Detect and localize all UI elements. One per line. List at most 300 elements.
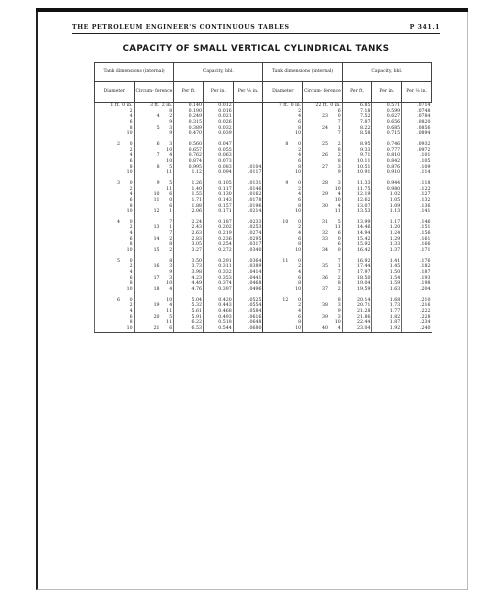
table-cell: 4	[169, 287, 173, 293]
table-cell: .234	[402, 320, 432, 326]
table-cell: 21.28	[342, 309, 372, 315]
table-cell: 0	[298, 180, 302, 186]
table-cell: 28	[303, 181, 329, 187]
table-cell: 2	[129, 186, 133, 192]
table-cell: .114	[402, 170, 432, 176]
table-cell: 10	[295, 170, 302, 176]
table-cell: 6	[129, 119, 133, 125]
table-cell: 16.92	[342, 259, 372, 265]
table-cell: 0.311	[203, 264, 233, 270]
table-cell: .0178	[233, 198, 263, 204]
table-cell: 16	[134, 264, 160, 270]
table-cell: 0.055	[203, 148, 233, 154]
table-cell: 0.944	[372, 181, 402, 187]
table-cell: 0.560	[174, 142, 204, 148]
table-cell: .109	[402, 165, 432, 171]
table-cell: 9	[263, 181, 289, 187]
table-cell: .0894	[402, 131, 432, 137]
table-cell: 0.353	[203, 276, 233, 282]
table-cell: 1.82	[372, 315, 402, 321]
running-title: THE PETROLEUM ENGINEER'S CONTINUOUS TABLES	[72, 24, 290, 31]
table-cell: 8	[129, 281, 133, 287]
table-cell: 8	[337, 147, 341, 153]
table-cell: 0.777	[372, 148, 402, 154]
table-cell: .0364	[233, 259, 263, 265]
header-rule	[72, 33, 440, 34]
table-cell: 1.09	[372, 204, 402, 210]
table-cell: 1.77	[372, 309, 402, 315]
table-cell: 0	[169, 197, 173, 203]
table-cell: 2	[337, 153, 341, 159]
table-cell: 2.83	[174, 237, 204, 243]
table-cell: 0	[129, 180, 133, 186]
table-cell: 13.07	[342, 204, 372, 210]
table-cell: .210	[402, 298, 432, 304]
table-cell: 0.190	[174, 109, 204, 115]
table-cell: 12.19	[342, 192, 372, 198]
table-cell: 0.810	[372, 153, 402, 159]
table-cell	[263, 326, 289, 332]
table-cell: 1.88	[174, 204, 204, 210]
table-cell: .0784	[402, 114, 432, 120]
table-cell: 3	[169, 141, 173, 147]
table-cell: 8	[298, 203, 302, 209]
table-cell: 3	[169, 125, 173, 131]
table-cell: 4	[298, 114, 302, 120]
table-cell: 10	[289, 326, 302, 332]
table-cell: .0196	[233, 204, 263, 210]
table-cell: 0.443	[203, 303, 233, 309]
table-cell: 3	[337, 303, 341, 309]
table-cell: 0.021	[203, 114, 233, 120]
table-cell: 10	[134, 192, 160, 198]
table-cell: 0.627	[372, 114, 402, 120]
table-cell: .0253	[233, 225, 263, 231]
table-cell: 0.571	[372, 103, 402, 109]
table-cell: 0.117	[203, 187, 233, 193]
table-cell: 7.87	[342, 120, 372, 126]
table-cell: 1 ft.	[95, 103, 121, 109]
table-cell: .136	[402, 204, 432, 210]
table-cell: 11	[166, 320, 173, 326]
table-cell: 1.26	[174, 181, 204, 187]
table-cell: 6	[337, 108, 341, 114]
table-cell: 22.44	[342, 320, 372, 326]
table-cell: 0	[298, 258, 302, 264]
table-cell: 2	[169, 236, 173, 242]
table-cell: .198	[402, 281, 432, 287]
table-cell: 4.76	[174, 287, 204, 293]
table-cell: 10.51	[342, 165, 372, 171]
table-cell: 2	[298, 108, 302, 114]
table-cell: 9.71	[342, 153, 372, 159]
table-cell: 4	[129, 153, 133, 159]
table-cell: 10	[166, 147, 173, 153]
table-cell: 11	[334, 225, 341, 231]
table-cell: .0748	[402, 109, 432, 115]
table-cell: .101	[402, 153, 432, 159]
table-cell: 9	[169, 131, 173, 137]
table-cell: 0.397	[203, 287, 233, 293]
table-cell: 8	[337, 281, 341, 287]
table-cell: 3.98	[174, 270, 204, 276]
table-cell: 4	[298, 153, 302, 159]
table-cell: 6	[298, 236, 302, 242]
table-cell: 2.24	[174, 220, 204, 226]
table-cell: 0.202	[203, 225, 233, 231]
table-cell: 38	[303, 303, 329, 309]
table-cell: 3	[169, 275, 173, 281]
table-cell: 10	[263, 220, 289, 226]
left-per-in-header: Per in.	[203, 82, 233, 103]
table-cell: 10.91	[342, 170, 372, 176]
capacity-table	[94, 62, 432, 333]
table-cell: .228	[402, 315, 432, 321]
table-cell: 2	[337, 275, 341, 281]
table-cell: 0.374	[203, 281, 233, 287]
table-cell: 1	[337, 125, 341, 131]
table-cell: .132	[402, 198, 432, 204]
table-cell: 3.73	[174, 264, 204, 270]
table-cell: 6	[298, 275, 302, 281]
table-cell: 4	[134, 114, 160, 120]
table-cell: 31	[303, 220, 329, 226]
table-cell: 8	[129, 320, 133, 326]
capacity-table-wrapper	[94, 62, 432, 333]
table-cell: 37	[303, 287, 329, 293]
table-cell: 7	[337, 258, 341, 264]
table-cell: 0.995	[174, 165, 204, 171]
table-cell: 20.14	[342, 298, 372, 304]
table-cell: 2	[337, 141, 341, 147]
table-cell: 0	[298, 297, 302, 303]
left-capacity-header: Capacity, bbl.	[174, 63, 263, 82]
table-cell: 18.50	[342, 276, 372, 282]
table-cell: 5	[169, 314, 173, 320]
running-header	[72, 24, 440, 31]
table-cell: .146	[402, 220, 432, 226]
table-cell: 2	[298, 147, 302, 153]
table-cell: 4	[298, 309, 302, 314]
left-per-eighth-header: Per ⅛ in.	[233, 82, 263, 103]
table-cell: 2	[298, 264, 302, 270]
table-cell: 0.130	[203, 192, 233, 198]
table-cell: .0414	[233, 270, 263, 276]
table-cell: 13.99	[342, 220, 372, 226]
table-cell: 8	[263, 142, 289, 148]
table-cell: 0 in.	[290, 103, 302, 108]
table-cell: 6.85	[342, 103, 372, 109]
table-cell: 6	[337, 231, 341, 237]
table-cell: 12	[263, 298, 289, 304]
table-cell: 6	[169, 203, 173, 209]
table-cell: 4	[337, 203, 341, 209]
table-cell: .122	[402, 187, 432, 193]
table-cell: 4	[95, 220, 121, 226]
table-cell: 0.599	[372, 109, 402, 115]
right-per-eighth-header: Per ⅛ in.	[402, 82, 432, 103]
table-cell: 11	[263, 259, 289, 265]
table-cell: .127	[402, 192, 432, 198]
table-cell: 0.219	[203, 231, 233, 237]
table-cell: 2 in.	[161, 103, 173, 108]
table-cell: 2	[298, 303, 302, 309]
table-cell: 10	[334, 197, 341, 203]
table-cell: 0.656	[372, 120, 402, 126]
table-cell: 4	[298, 192, 302, 198]
table-cell: 33	[303, 237, 329, 243]
table-cell: 0	[337, 114, 341, 120]
table-cell: 10	[295, 131, 302, 137]
table-cell: 0.518	[203, 320, 233, 326]
table-cell: 1.59	[372, 281, 402, 287]
table-cell: 0.272	[203, 248, 233, 254]
table-cell: 0	[129, 258, 133, 264]
table-cell: 20	[134, 315, 160, 321]
table-cell: 6	[298, 314, 302, 320]
table-cell: 7	[337, 131, 341, 137]
table-cell: .0972	[402, 148, 432, 154]
table-cell: 2	[95, 142, 121, 148]
table-cell: 8	[134, 165, 160, 171]
table-cell: 8	[298, 125, 302, 131]
table-cell: 4	[329, 326, 342, 332]
table-cell: 14.46	[342, 225, 372, 231]
table-cell: 8	[169, 242, 173, 248]
table-cell: 8	[298, 320, 302, 326]
table-cell: 0.171	[203, 209, 233, 215]
table-cell: 6	[129, 275, 133, 281]
right-tank-dimensions-header: Tank dimensions (internal)	[263, 63, 342, 82]
table-cell: 1.33	[372, 242, 402, 248]
table-cell: 23	[303, 114, 329, 120]
table-cell: 7	[169, 231, 173, 237]
table-cell: .0680	[233, 326, 263, 332]
table-cell: 4.23	[174, 276, 204, 282]
table-cell: 17	[134, 276, 160, 282]
table-cell: .0340	[233, 248, 263, 254]
table-cell: .0104	[233, 165, 263, 171]
table-cell: 10	[295, 248, 302, 254]
table-cell: 1	[337, 264, 341, 270]
table-cell: 8	[298, 164, 302, 170]
table-cell: 29	[303, 192, 329, 198]
table-cell: 39	[303, 315, 329, 321]
table-cell: 0.315	[174, 120, 204, 126]
table-cell: 1	[169, 209, 173, 215]
table-cell: 0.047	[203, 142, 233, 148]
table-cell: .0584	[233, 309, 263, 315]
table-cell: 3	[337, 180, 341, 186]
table-cell: .0317	[233, 242, 263, 248]
table-cell: 6.53	[174, 326, 204, 332]
table-cell: 5.32	[174, 303, 204, 309]
table-cell: 6.22	[174, 320, 204, 326]
table-cell: .105	[402, 159, 432, 165]
table-cell: .240	[402, 326, 432, 332]
table-cell: 0.685	[372, 126, 402, 132]
table-cell: .176	[402, 259, 432, 265]
table-cell: 3.27	[174, 248, 204, 254]
table-cell: 21.86	[342, 315, 372, 321]
table-cell: 6	[298, 119, 302, 125]
table-cell: .171	[402, 248, 432, 254]
table-cell: .0117	[233, 170, 263, 176]
table-cell: 5.61	[174, 309, 204, 315]
table-cell: 7	[134, 153, 160, 159]
table-cell: 8	[169, 258, 173, 264]
table-cell: 0.157	[203, 204, 233, 210]
table-cell: 1.73	[372, 303, 402, 309]
table-cell: 1.13	[372, 209, 402, 215]
table-cell: 11	[166, 186, 173, 192]
table-title: CAPACITY OF SMALL VERTICAL CYLINDRICAL TANKS	[122, 44, 390, 54]
table-cell: 0.063	[203, 153, 233, 159]
table-cell: 1.55	[174, 192, 204, 198]
table-cell: 14	[134, 237, 160, 243]
table-cell: .193	[402, 276, 432, 282]
table-cell: 1	[169, 225, 173, 231]
right-per-in-header: Per in.	[372, 82, 402, 103]
table-cell: 12.62	[342, 198, 372, 204]
table-cell: 6	[298, 197, 302, 203]
table-cell: 0.094	[203, 170, 233, 176]
table-cell: 10	[166, 158, 173, 164]
table-cell: 13.53	[342, 209, 372, 215]
table-cell: 35	[303, 264, 329, 270]
table-cell: 0.657	[174, 148, 204, 154]
table-cell: .182	[402, 264, 432, 270]
table-cell: 0.105	[203, 181, 233, 187]
table-cell: .204	[402, 287, 432, 293]
table-cell: 0 in.	[122, 103, 133, 108]
table-cell: 5.91	[174, 315, 204, 321]
table-cell: 0.187	[203, 220, 233, 226]
table-cell: 6	[298, 158, 302, 164]
left-tank-dimensions-header: Tank dimensions (internal)	[95, 63, 174, 82]
table-cell: 2.43	[174, 225, 204, 231]
table-cell: 23.04	[342, 326, 372, 332]
table-cell: 7	[337, 119, 341, 125]
table-cell: 0.470	[174, 131, 204, 137]
table-cell: 2.63	[174, 231, 204, 237]
top-border-bar	[36, 8, 468, 12]
table-cell: 2	[129, 264, 133, 270]
table-cell: 26	[303, 153, 329, 159]
table-cell: 2	[129, 147, 133, 153]
table-cell: 10	[334, 320, 341, 326]
table-cell: .151	[402, 225, 432, 231]
table-cell: 17.97	[342, 270, 372, 276]
table-cell: 0.874	[174, 159, 204, 165]
table-cell: 4	[129, 270, 133, 276]
table-cell: 10	[121, 326, 134, 332]
table-cell: 40	[303, 326, 329, 332]
table-cell: 0.544	[203, 326, 233, 332]
table-cell: .0233	[233, 220, 263, 226]
table-cell: 2	[129, 303, 133, 309]
table-cell: 17.44	[342, 264, 372, 270]
table-cell: 1.71	[174, 198, 204, 204]
table-cell: .0214	[233, 209, 263, 215]
table-cell: 10	[166, 297, 173, 303]
table-cell: 1.63	[372, 287, 402, 293]
table-cell: .0274	[233, 231, 263, 237]
table-cell: .0714	[402, 103, 432, 109]
table-cell: 0.026	[203, 120, 233, 126]
table-cell: 0	[129, 141, 133, 147]
table-cell: .0554	[233, 303, 263, 309]
right-per-ft-header: Per ft.	[342, 82, 372, 103]
table-cell: 2	[129, 108, 133, 114]
table-cell: 1.92	[372, 326, 402, 332]
table-cell: 8	[129, 125, 133, 131]
table-cell: 11	[134, 198, 160, 204]
table-cell: 4	[169, 153, 173, 159]
table-cell: 1.45	[372, 264, 402, 270]
table-cell: 4.49	[174, 281, 204, 287]
table-cell: 25	[303, 142, 329, 148]
table-cell: 0.140	[174, 103, 204, 109]
table-cell: 0.143	[203, 198, 233, 204]
table-cell: 11.75	[342, 187, 372, 193]
table-cell: 0.715	[372, 131, 402, 137]
table-cell: 18	[134, 287, 160, 293]
table-cell: .0820	[402, 120, 432, 126]
table-cell: 13	[134, 225, 160, 231]
table-cell: 1.24	[372, 231, 402, 237]
table-cell: 8	[298, 281, 302, 287]
table-cell: 2	[169, 248, 173, 254]
table-cell: 2	[298, 186, 302, 192]
table-cell: .161	[402, 237, 432, 243]
table-cell: 5	[169, 164, 173, 170]
table-cell: 5	[169, 180, 173, 186]
table-cell: 4	[169, 303, 173, 309]
table-cell: 20.71	[342, 303, 372, 309]
table-cell: .0856	[402, 126, 432, 132]
table-cell: 1.41	[372, 259, 402, 265]
table-cell: 10	[126, 170, 133, 176]
table-cell: 1.12	[174, 170, 204, 176]
left-per-ft-header: Per ft.	[174, 82, 204, 103]
table-cell: 7.52	[342, 114, 372, 120]
table-cell: 0.332	[203, 270, 233, 276]
table-cell: .118	[402, 181, 432, 187]
table-cell: 15	[134, 248, 160, 254]
table-cell: .0146	[233, 187, 263, 193]
table-cell: .216	[402, 303, 432, 309]
table-cell: 8.22	[342, 126, 372, 132]
table-cell: 27	[303, 165, 329, 171]
table-cell: 0.910	[372, 170, 402, 176]
table-cell: 8	[337, 158, 341, 164]
table-cell: 6	[129, 158, 133, 164]
table-cell: 4	[129, 192, 133, 198]
left-circumference-header: Circum- ference	[134, 82, 174, 103]
table-cell: .0525	[233, 298, 263, 304]
table-cell: .0616	[233, 315, 263, 321]
table-cell: 10	[334, 186, 341, 192]
table-cell: 21	[134, 326, 160, 332]
table-cell: 8	[169, 108, 173, 114]
table-cell: 8.58	[342, 131, 372, 137]
table-cell: 3.50	[174, 259, 204, 265]
table-cell: 9	[337, 170, 341, 176]
right-capacity-header: Capacity, bbl.	[342, 63, 431, 82]
table-cell	[95, 326, 121, 332]
table-cell: .156	[402, 231, 432, 237]
